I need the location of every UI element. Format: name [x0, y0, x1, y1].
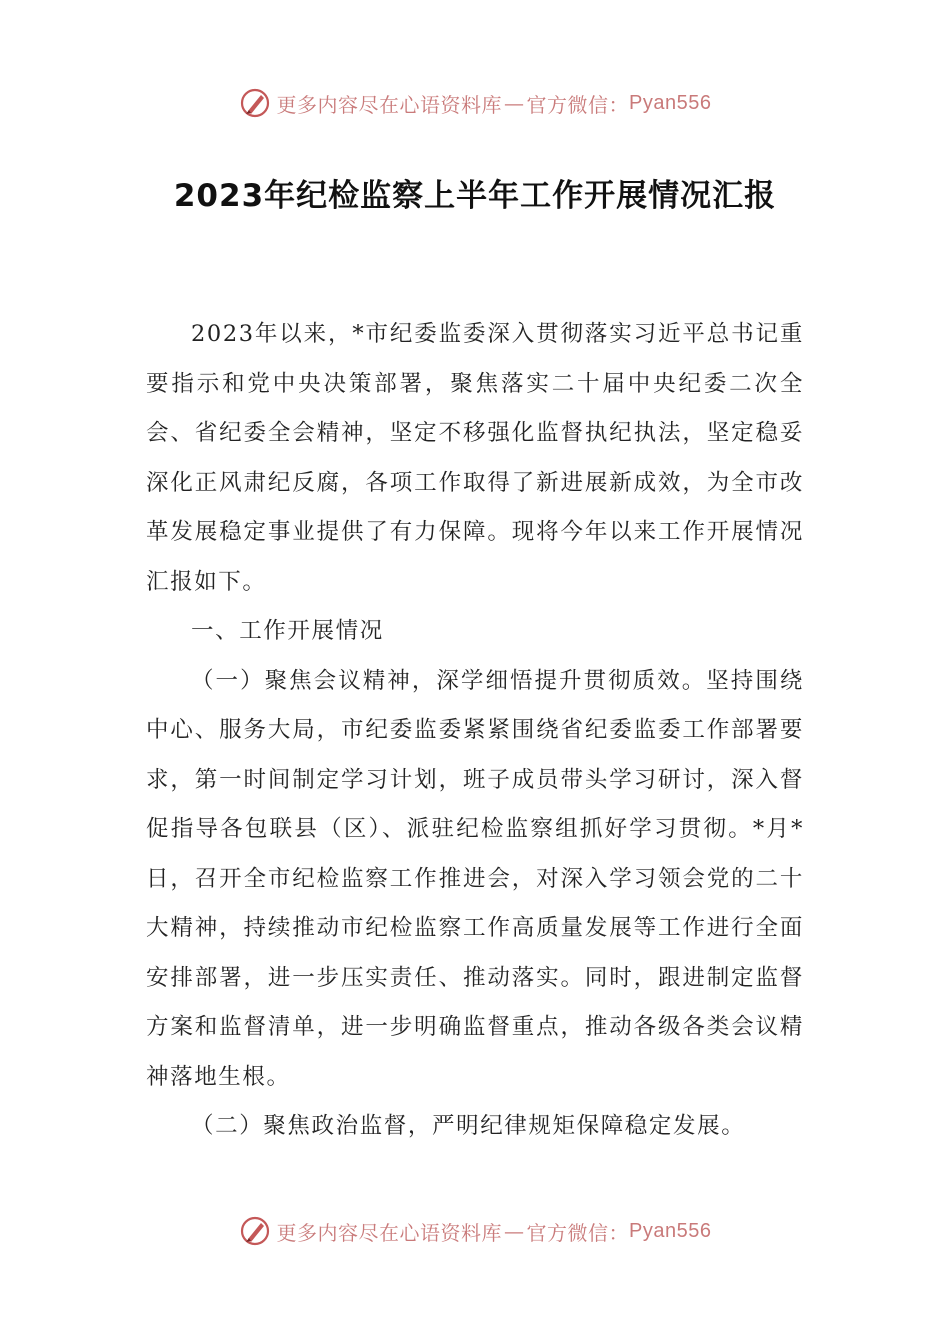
watermark-wechat-id: Pyan556	[629, 1219, 712, 1242]
paragraph-intro: 2023年以来，*市纪委监委深入贯彻落实习近平总书记重要指示和党中央决策部署，聚焦落实二十届中央纪委二次全会、省纪委全会精神，坚定不移强化监督执纪执法，坚定稳妥深化正风肃纪反腐，各项工作取得了新进展新成效，为全市改革发展稳定事业提供了有力保障。现将今年以来工作开展情况汇报如下。	[146, 321, 804, 595]
header-watermark	[0, 83, 950, 123]
footer-watermark	[0, 1211, 950, 1251]
watermark-wechat-id: Pyan556	[629, 91, 712, 114]
section-heading: 一、工作开展情况	[191, 618, 384, 644]
watermark-separator: —	[504, 1219, 525, 1243]
paragraph-subsection-1: （一）聚焦会议精神，深学细悟提升贯彻质效。坚持围绕中心、服务大局，市纪委监委紧紧围绕省纪委监委工作部署要求，第一时间制定学习计划，班子成员带头学习研讨，深入督促指导各包联县（区）、派驻纪检监察组抓好学习贯彻。*月*日，召开全市纪检监察工作推进会，对深入学习领会党的二十大精神，持续推动市纪检监察工作高质量发展等工作进行全面安排部署，进一步压实责任、推动落实。同时，跟进制定监督方案和监督清单，进一步明确监督重点，推动各级各类会议精神落地生根。	[146, 667, 804, 1090]
watermark-separator: —	[504, 91, 525, 115]
document-title: 2023年纪检监察上半年工作开展情况汇报	[173, 178, 777, 214]
pen-logo-icon	[239, 87, 271, 119]
pen-logo-icon	[239, 1215, 271, 1247]
watermark-wechat-label: 官方微信：	[526, 92, 630, 117]
watermark-wechat-label: 官方微信：	[526, 1220, 630, 1245]
document-body	[146, 310, 804, 1152]
watermark-text: 更多内容尽在心语资料库	[276, 92, 503, 117]
watermark-text: 更多内容尽在心语资料库	[276, 1220, 503, 1245]
paragraph-subsection-2: （二）聚焦政治监督，严明纪律规矩保障稳定发展。	[191, 1113, 746, 1139]
